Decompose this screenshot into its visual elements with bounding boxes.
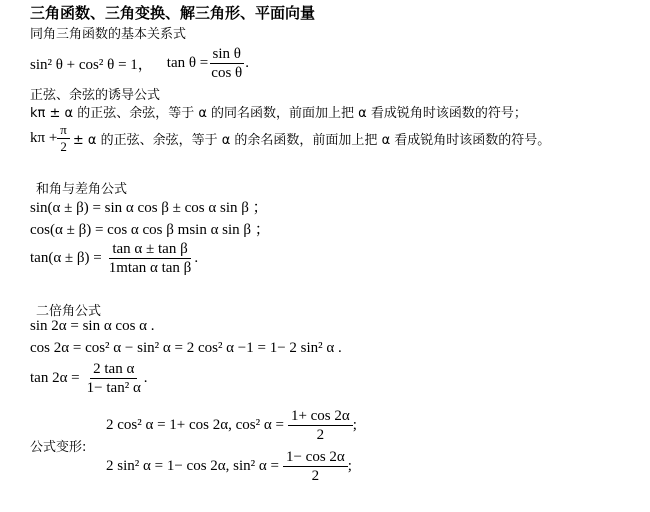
formula-sin-sum: sin(α ± β) = sin α cos β ± cos α sin β ；	[30, 200, 268, 216]
section-heading-formula-variants: 公式变形:	[30, 440, 87, 455]
formula-tan-lhs: tan θ =	[166, 55, 209, 71]
section-heading-induction-formulas: 正弦、余弦的诱导公式	[30, 88, 161, 103]
fraction-numerator: π	[57, 122, 70, 139]
fraction-numerator: tan α ± tan β	[109, 240, 190, 259]
formula-lhs: tan 2α =	[30, 370, 80, 386]
fraction-denominator: 1− tan² α	[86, 380, 141, 396]
fraction-denominator: 2	[60, 138, 67, 154]
formula-sin-square-variant	[106, 448, 352, 485]
formula-sin-double: sin 2α = sin α cos α .	[30, 318, 155, 334]
formula-end-mark: ;	[352, 417, 357, 433]
formula-lhs: 2 sin² α = 1− cos 2α, sin² α =	[106, 458, 279, 474]
formula-lhs: tan(α ± β) =	[30, 250, 102, 266]
fraction-pi-over-two	[57, 122, 70, 154]
fraction-denominator: 2	[316, 427, 325, 443]
fraction-numerator: 2 tan α	[90, 360, 137, 379]
formula-basic-relations	[30, 45, 249, 82]
formula-cos-square-variant	[106, 407, 357, 444]
page-title: 三角函数、三角变换、解三角形、平面向量	[30, 4, 316, 22]
formula-end-mark: .	[245, 55, 249, 71]
formula-cos-sum: cos(α ± β) = cos α cos β msin α sin β ；	[30, 222, 270, 238]
fraction-cos-square	[288, 407, 353, 444]
formula-end-mark: .	[194, 250, 199, 266]
formula-pythagorean-identity: sin² θ + cos² θ = 1，	[30, 57, 153, 73]
fraction-tan-double	[84, 360, 144, 397]
fraction-tan-definition	[208, 45, 245, 82]
fraction-numerator: 1− cos 2α	[283, 448, 348, 467]
fraction-numerator: sin θ	[210, 45, 244, 64]
fraction-sin-square	[283, 448, 348, 485]
formula-tan-double	[30, 360, 148, 397]
formula-cos-double: cos 2α = cos² α − sin² α = 2 cos² α −1 = 1− 2 sin² α .	[30, 340, 342, 356]
fraction-tan-sum	[106, 240, 195, 277]
induction-rule-suffix: ± α 的正弦、余弦，等于 α 的余名函数，前面加上把 α 看成锐角时该函数的符号。	[72, 132, 551, 148]
formula-end-mark: ;	[347, 458, 352, 474]
induction-rule-prefix: kπ +	[30, 129, 58, 146]
formula-end-mark: .	[143, 370, 148, 386]
induction-rule-same-name: kπ ± α 的正弦、余弦，等于 α 的同名函数，前面加上把 α 看成锐角时该函数的符号；	[30, 106, 527, 121]
formula-lhs: 2 cos² α = 1+ cos 2α, cos² α =	[106, 417, 284, 433]
formula-tan-sum	[30, 240, 198, 277]
section-heading-basic-relations: 同角三角函数的基本关系式	[30, 27, 187, 42]
section-heading-double-angle: 二倍角公式	[36, 304, 102, 319]
fraction-denominator: 1mtan α tan β	[108, 260, 192, 276]
induction-rule-co-name	[30, 122, 550, 154]
section-heading-sum-difference: 和角与差角公式	[36, 182, 128, 197]
fraction-denominator: 2	[311, 468, 320, 484]
fraction-denominator: cos θ	[211, 65, 243, 81]
fraction-numerator: 1+ cos 2α	[288, 407, 353, 426]
